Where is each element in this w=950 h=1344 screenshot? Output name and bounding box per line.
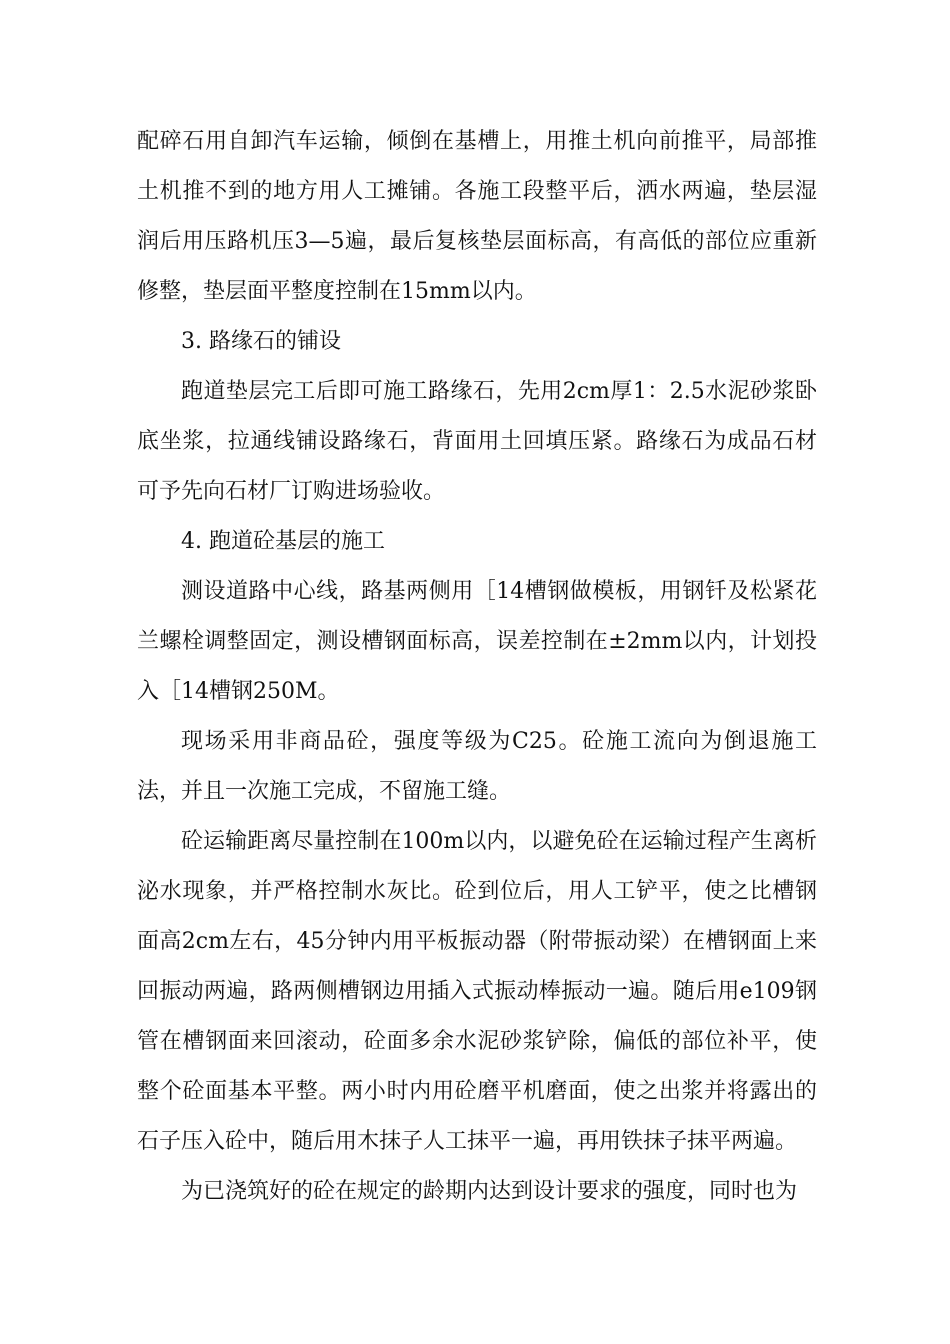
paragraph-1: 配碎石用自卸汽车运输，倾倒在基槽上，用推土机向前推平，局部推土机推不到的地方用人工摊铺。各施工段整平后，洒水两遍，垫层湿润后用压路机压3—5遍，最后复核垫层面标高，有高低的部位应重新修整，垫层面平整度控制在15mm以内。 [137, 129, 817, 304]
section-heading-4: 4. 跑道砼基层的施工 [181, 529, 385, 554]
paragraph-3: 测设道路中心线，路基两侧用［14槽钢做模板，用钢钎及松紧花兰螺栓调整固定，测设槽钢面标高，误差控制在±2mm以内，计划投入［14槽钢250M。 [137, 579, 817, 704]
paragraph-6: 为已浇筑好的砼在规定的龄期内达到设计要求的强度，同时也为 [181, 1179, 798, 1204]
paragraph-4: 现场采用非商品砼，强度等级为C25。砼施工流向为倒退施工法，并且一次施工完成，不留施工缝。 [137, 729, 817, 804]
paragraph-2: 跑道垫层完工后即可施工路缘石，先用2cm厚1：2.5水泥砂浆卧底坐浆，拉通线铺设路缘石，背面用土回填压紧。路缘石为成品石材可予先向石材厂订购进场验收。 [137, 379, 817, 504]
document-body [137, 117, 817, 1217]
paragraph-5: 砼运输距离尽量控制在100m以内，以避免砼在运输过程产生离析泌水现象，并严格控制水灰比。砼到位后，用人工铲平，使之比槽钢面高2cm左右，45分钟内用平板振动器（附带振动梁）在槽钢面上来回振动两遍，路两侧槽钢边用插入式振动棒振动一遍。随后用e109钢管在槽钢面来回滚动，砼面多余水泥砂浆铲除，偏低的部位补平，使整个砼面基本平整。两小时内用砼磨平机磨面，使之出浆并将露出的石子压入砼中，随后用木抹子人工抹平一遍，再用铁抹子抹平两遍。 [137, 829, 817, 1154]
section-heading-3: 3. 路缘石的铺设 [181, 329, 341, 354]
